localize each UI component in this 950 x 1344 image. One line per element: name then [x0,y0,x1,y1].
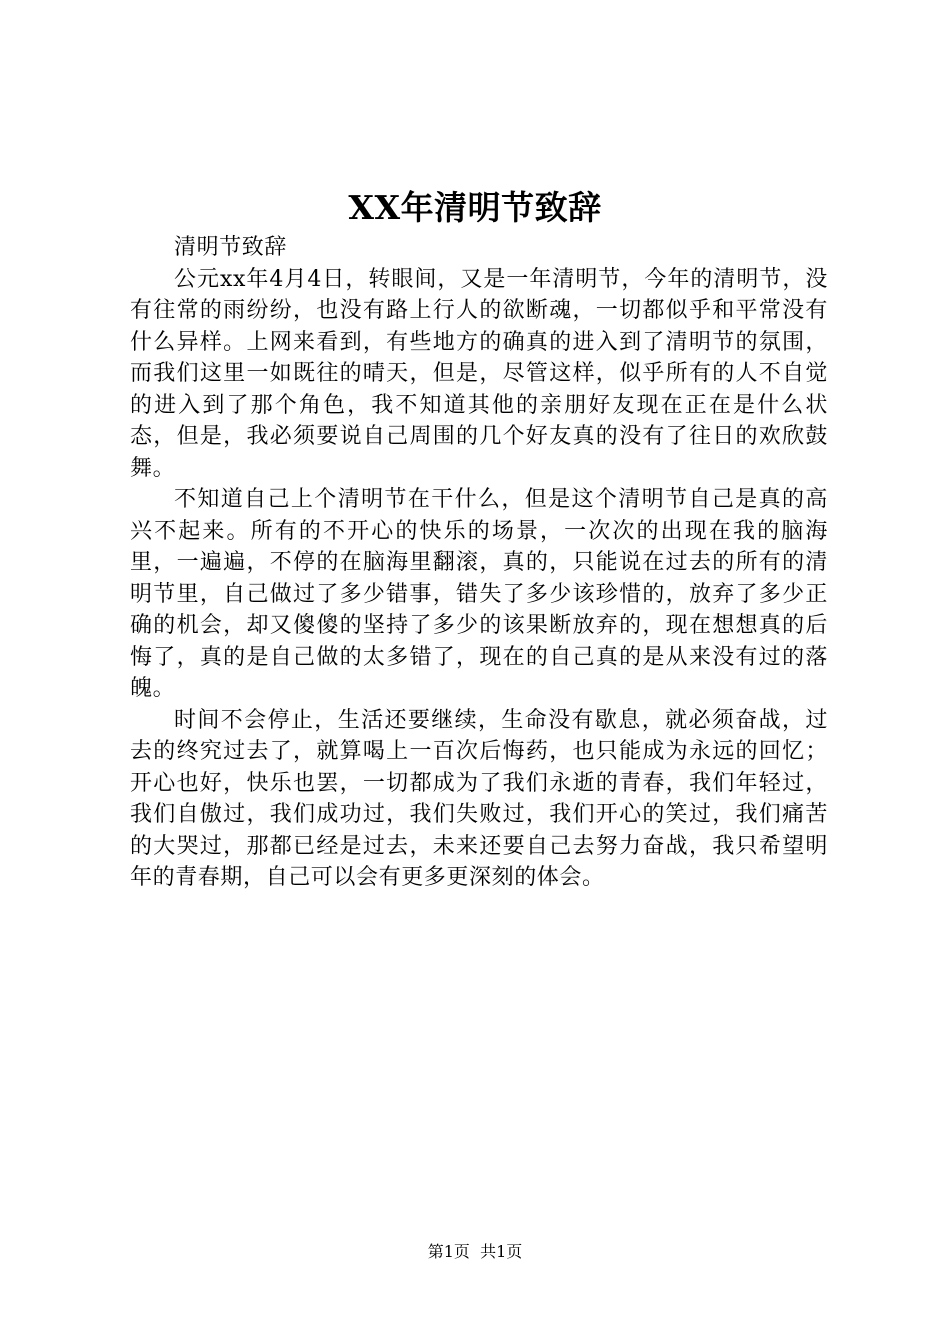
paragraph-1: 公元xx年4月4日，转眼间，又是一年清明节，今年的清明节，没有往常的雨纷纷，也没有路上行人的欲断魂，一切都似乎和平常没有什么异样。上网来看到，有些地方的确真的进入到了清明节的氛围，而我们这里一如既往的晴天，但是，尽管这样，似乎所有的人不自觉的进入到了那个角色，我不知道其他的亲朋好友现在正在是什么状态，但是，我必须要说自己周围的几个好友真的没有了往日的欢欣鼓舞。 [130,266,828,481]
page-footer [0,1240,950,1264]
paragraph-2: 不知道自己上个清明节在干什么，但是这个清明节自己是真的高兴不起来。所有的不开心的快乐的场景，一次次的出现在我的脑海里，一遍遍，不停的在脑海里翻滚，真的，只能说在过去的所有的清明节里，自己做过了多少错事，错失了多少该珍惜的，放弃了多少正确的机会，却又傻傻的坚持了多少的该果断放弃的，现在想想真的后悔了，真的是自己做的太多错了，现在的自己真的是从来没有过的落魄。 [130,487,828,701]
page-total: 共1页 [480,1242,523,1261]
document-title: XX年清明节致辞 [348,188,602,227]
document-subtitle: 清明节致辞 [174,235,288,260]
document-body [130,232,828,894]
paragraph-3: 时间不会停止，生活还要继续，生命没有歇息，就必须奋战，过去的终究过去了，就算喝上一百次后悔药，也只能成为永远的回忆；开心也好，快乐也罢，一切都成为了我们永逝的青春，我们年轻过，我们自傲过，我们成功过，我们失败过，我们开心的笑过，我们痛苦的大哭过，那都已经是过去，未来还要自己去努力奋战，我只希望明年的青春期，自己可以会有更多更深刻的体会。 [130,707,828,890]
page-number: 第1页 [427,1242,470,1261]
